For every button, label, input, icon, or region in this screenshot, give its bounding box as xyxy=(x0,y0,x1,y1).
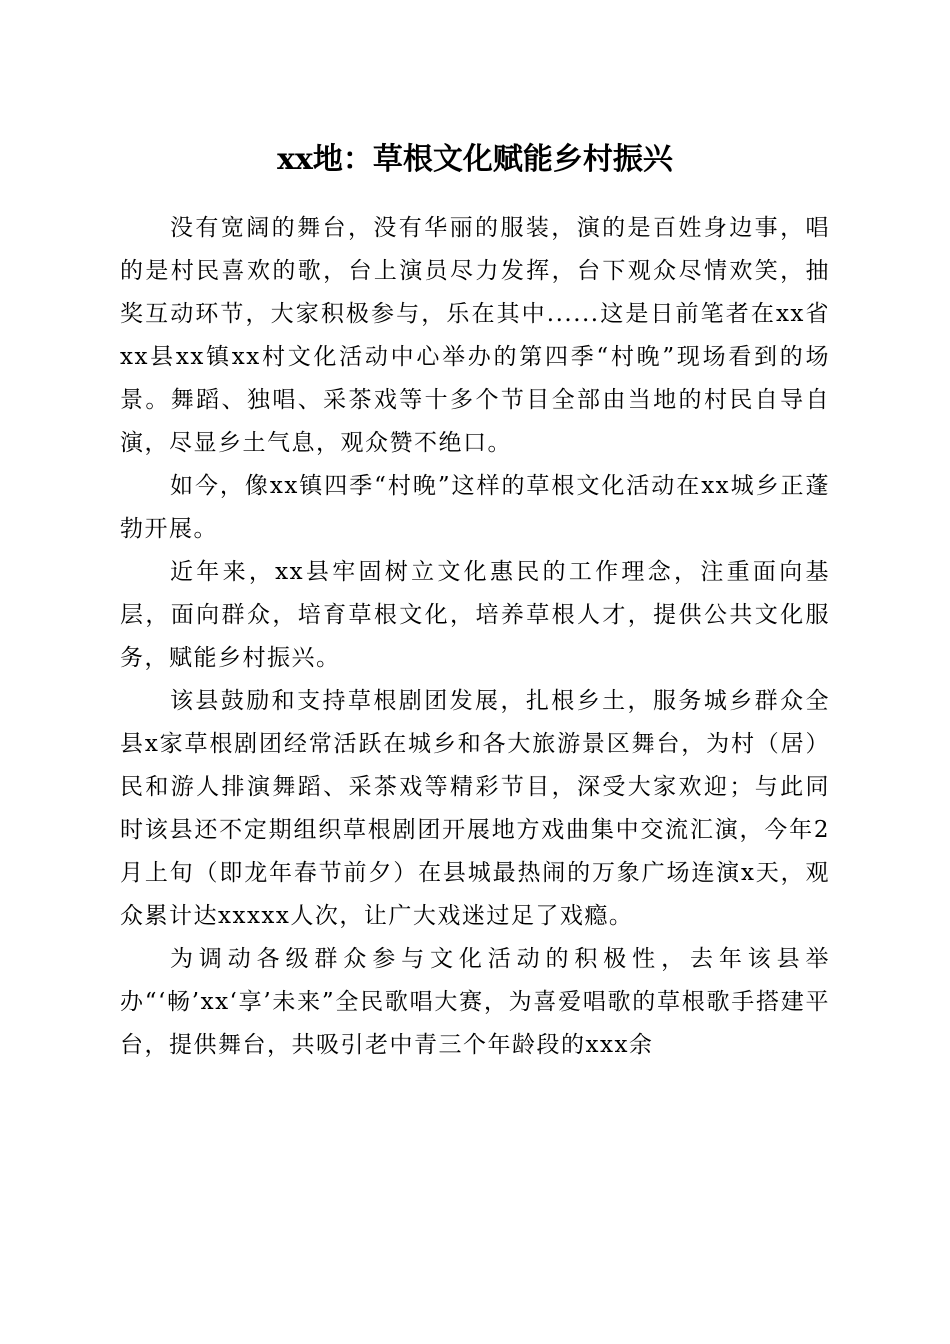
paragraph-3: 近年来，xx县牢固树立文化惠民的工作理念，注重面向基层，面向群众，培育草根文化，培养草根人才，提供公共文化服务，赋能乡村振兴。 xyxy=(120,559,830,671)
document-body xyxy=(120,207,830,1067)
document-title: xx地：草根文化赋能乡村振兴 xyxy=(277,142,673,177)
paragraph-4: 该县鼓励和支持草根剧团发展，扎根乡土，服务城乡群众全县x家草根剧团经常活跃在城乡和各大旅游景区舞台，为村（居）民和游人排演舞蹈、采茶戏等精彩节目，深受大家欢迎；与此同时该县还不定期组织草根剧团开展地方戏曲集中交流汇演，今年2月上旬（即龙年春节前夕）在县城最热闹的万象广场连演x天，观众累计达xxxxx人次，让广大戏迷过足了戏瘾。 xyxy=(120,688,830,929)
paragraph-2: 如今，像xx镇四季“村晚”这样的草根文化活动在xx城乡正蓬勃开展。 xyxy=(120,473,830,542)
paragraph-5: 为调动各级群众参与文化活动的积极性，去年该县举办“‘畅’xx‘享’未来”全民歌唱大赛，为喜爱唱歌的草根歌手搭建平台，提供舞台，共吸引老中青三个年龄段的xxx余 xyxy=(120,946,830,1058)
paragraph-1: 没有宽阔的舞台，没有华丽的服装，演的是百姓身边事，唱的是村民喜欢的歌，台上演员尽力发挥，台下观众尽情欢笑，抽奖互动环节，大家积极参与，乐在其中......这是日前笔者在xx省xx县xx镇xx村文化活动中心举办的第四季“村晚”现场看到的场景。舞蹈、独唱、采茶戏等十多个节目全部由当地的村民自导自演，尽显乡土气息，观众赞不绝口。 xyxy=(120,215,830,456)
